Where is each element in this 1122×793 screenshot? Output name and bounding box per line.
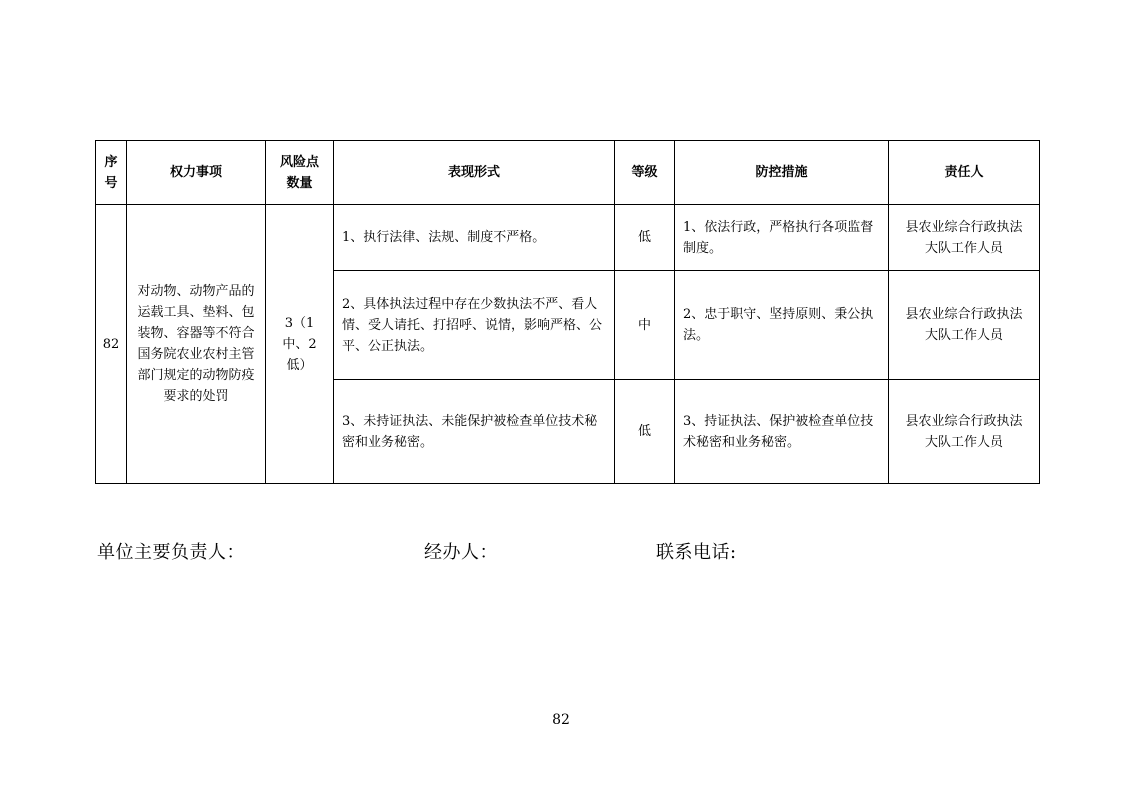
header-measures: 防控措施 (675, 141, 889, 205)
cell-form: 3、未持证执法、未能保护被检查单位技术秘密和业务秘密。 (334, 380, 615, 484)
header-risk-count: 风险点数量 (266, 141, 334, 205)
page-number: 82 (552, 712, 570, 728)
header-level: 等级 (615, 141, 675, 205)
cell-level: 低 (615, 380, 675, 484)
cell-level: 低 (615, 205, 675, 271)
cell-form: 2、具体执法过程中存在少数执法不严、看人情、受人请托、打招呼、说情，影响严格、公平、公正执法。 (334, 271, 615, 380)
header-form: 表现形式 (334, 141, 615, 205)
header-item: 权力事项 (127, 141, 266, 205)
cell-person: 县农业综合行政执法大队工作人员 (889, 205, 1040, 271)
header-seq: 序号 (96, 141, 127, 205)
leader-signature-label: 单位主要负责人： (97, 542, 245, 563)
table-header-row (96, 141, 1040, 205)
cell-person: 县农业综合行政执法大队工作人员 (889, 380, 1040, 484)
cell-seq: 82 (96, 205, 127, 484)
cell-level: 中 (615, 271, 675, 380)
phone-label: 联系电话: (656, 542, 737, 563)
cell-measure: 2、忠于职守、坚持原则、秉公执法。 (675, 271, 889, 380)
risk-control-table (95, 140, 1040, 484)
table-row (96, 205, 1040, 271)
cell-risk-count: 3（1中、2低） (266, 205, 334, 484)
cell-measure: 1、依法行政，严格执行各项监督制度。 (675, 205, 889, 271)
cell-measure: 3、持证执法、保护被检查单位技术秘密和业务秘密。 (675, 380, 889, 484)
header-person: 责任人 (889, 141, 1040, 205)
handler-signature-label: 经办人： (424, 542, 498, 563)
cell-person: 县农业综合行政执法大队工作人员 (889, 271, 1040, 380)
cell-form: 1、执行法律、法规、制度不严格。 (334, 205, 615, 271)
cell-item: 对动物、动物产品的运载工具、垫料、包装物、容器等不符合国务院农业农村主管部门规定的动物防疫要求的处罚 (127, 205, 266, 484)
